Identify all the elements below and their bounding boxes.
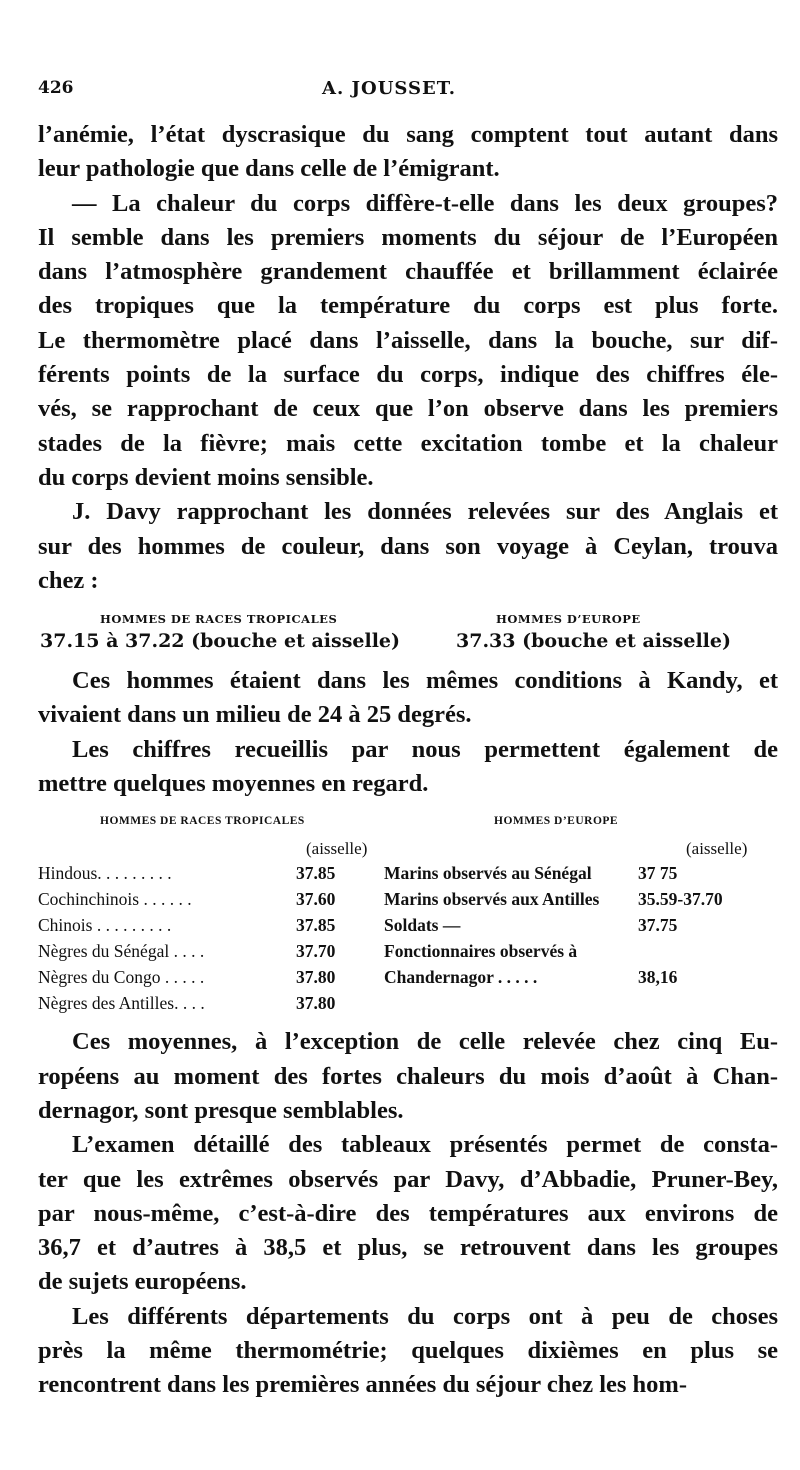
text-line: ter que les extrêmes observés par Davy, d’Abbadie, Pruner-Bey, [38,1165,778,1193]
text-line: près la même thermométrie; quelques dixièmes en plus se [38,1337,778,1365]
text-line: vés, se rapprochant de ceux que l’on observe dans les premiers [38,395,778,423]
text-line: dans l’atmosphère grandement chauffée et brillamment éclairée [38,258,778,286]
table2-right-subheader: (aisselle) [686,839,748,859]
left-group-name: Nègres du Congo . . . . . [38,967,205,988]
paragraph-1 [38,118,778,187]
text-line: dernagor, sont presque semblables. [38,1096,404,1124]
left-temperature: 37.60 [296,889,336,910]
text-line: stades de la fièvre; mais cette excitation tombe et la chaleur [38,429,778,457]
table2-right-header: HOMMES D’EUROPE [494,815,619,828]
right-group-name: Marins observés au Sénégal [384,863,592,884]
running-header [38,78,778,118]
text-line: leur pathologie que dans celle de l’émigrant. [38,155,500,183]
right-temperature: 37.75 [638,915,678,936]
table1-right-header: HOMMES D’EUROPE [496,612,641,627]
text-line: chez : [38,566,99,594]
table-row [38,941,778,966]
page [38,78,778,1403]
right-group-name: Fonctionnaires observés à [384,941,578,962]
table-row [38,889,778,914]
left-group-name: Cochinchinois . . . . . . [38,889,192,910]
text-line: 36,7 et d’autres à 38,5 et plus, se retrouvent dans les groupes [38,1234,778,1262]
text-line: de sujets européens. [38,1268,247,1296]
left-group-name: Chinois . . . . . . . . . [38,915,172,936]
table-row [38,863,778,888]
running-head-author: A. JOUSSET. [322,78,457,99]
paragraph-8 [38,1300,778,1403]
left-temperature: 37.85 [296,863,336,884]
paragraph-6 [38,1025,778,1128]
table2-left-header: HOMMES DE RACES TROPICALES [100,815,305,828]
table-row [38,967,778,992]
davy-table [38,612,778,664]
right-temperature: 37 75 [638,863,678,884]
left-group-name: Nègres des Antilles. . . . [38,993,205,1014]
paragraph-2 [38,187,778,496]
left-temperature: 37.85 [296,915,336,936]
paragraph-5 [38,733,778,802]
paragraph-3 [38,495,778,598]
text-line: vivaient dans un milieu de 24 à 25 degrés. [38,701,472,729]
paragraph-4 [38,664,778,733]
table1-left-value: 37.15 à 37.22 (bouche et aisselle) [40,630,400,653]
right-group-name: Marins observés aux Antilles [384,889,600,910]
text-line: — La chaleur du corps diffère-t-elle dans les deux groupes? [72,189,778,217]
text-line: du corps devient moins sensible. [38,463,374,491]
right-group-name: Chandernagor . . . . . [384,967,538,988]
text-line: par nous-même, c’est-à-dire des températures aux environs de [38,1199,778,1227]
text-line: des tropiques que la température du corps est plus forte. [38,292,778,320]
text-line: Ces hommes étaient dans les mêmes conditions à Kandy, et [72,667,778,695]
table-row [38,993,778,1018]
table-row [38,915,778,940]
averages-table [38,815,778,1025]
left-temperature: 37.70 [296,941,336,962]
text-line: Les différents départements du corps ont à peu de choses [72,1302,778,1330]
table1-left-header: HOMMES DE RACES TROPICALES [100,612,338,627]
left-temperature: 37.80 [296,993,336,1014]
text-line: l’anémie, l’état dyscrasique du sang comptent tout autant dans [38,121,778,148]
table2-left-subheader: (aisselle) [306,839,368,859]
text-line: mettre quelques moyennes en regard. [38,770,429,798]
left-temperature: 37.80 [296,967,336,988]
paragraph-7 [38,1128,778,1299]
right-temperature: 38,16 [638,967,678,988]
left-group-name: Nègres du Sénégal . . . . [38,941,205,962]
text-line: Il semble dans les premiers moments du séjour de l’Européen [38,223,778,251]
text-line: Ces moyennes, à l’exception de celle relevée chez cinq Eu- [72,1028,778,1056]
text-line: sur des hommes de couleur, dans son voyage à Ceylan, trouva [38,532,778,560]
left-group-name: Hindous. . . . . . . . . [38,863,172,884]
right-group-name: Soldats — [384,915,461,936]
text-line: L’examen détaillé des tableaux présentés permet de consta- [72,1131,778,1159]
text-line: rencontrent dans les premières années du séjour chez les hom- [38,1371,687,1399]
text-line: Le thermomètre placé dans l’aisselle, dans la bouche, sur dif- [38,326,778,354]
text-line: férents points de la surface du corps, indique des chiffres éle- [38,361,778,389]
right-temperature: 35.59-37.70 [638,889,723,910]
text-line: ropéens au moment des fortes chaleurs du mois d’août à Chan- [38,1062,778,1090]
text-line: Les chiffres recueillis par nous permettent également de [72,735,778,763]
page-number: 426 [38,78,74,98]
text-line: J. Davy rapprochant les données relevées sur des Anglais et [72,498,778,526]
table1-right-value: 37.33 (bouche et aisselle) [456,630,731,653]
